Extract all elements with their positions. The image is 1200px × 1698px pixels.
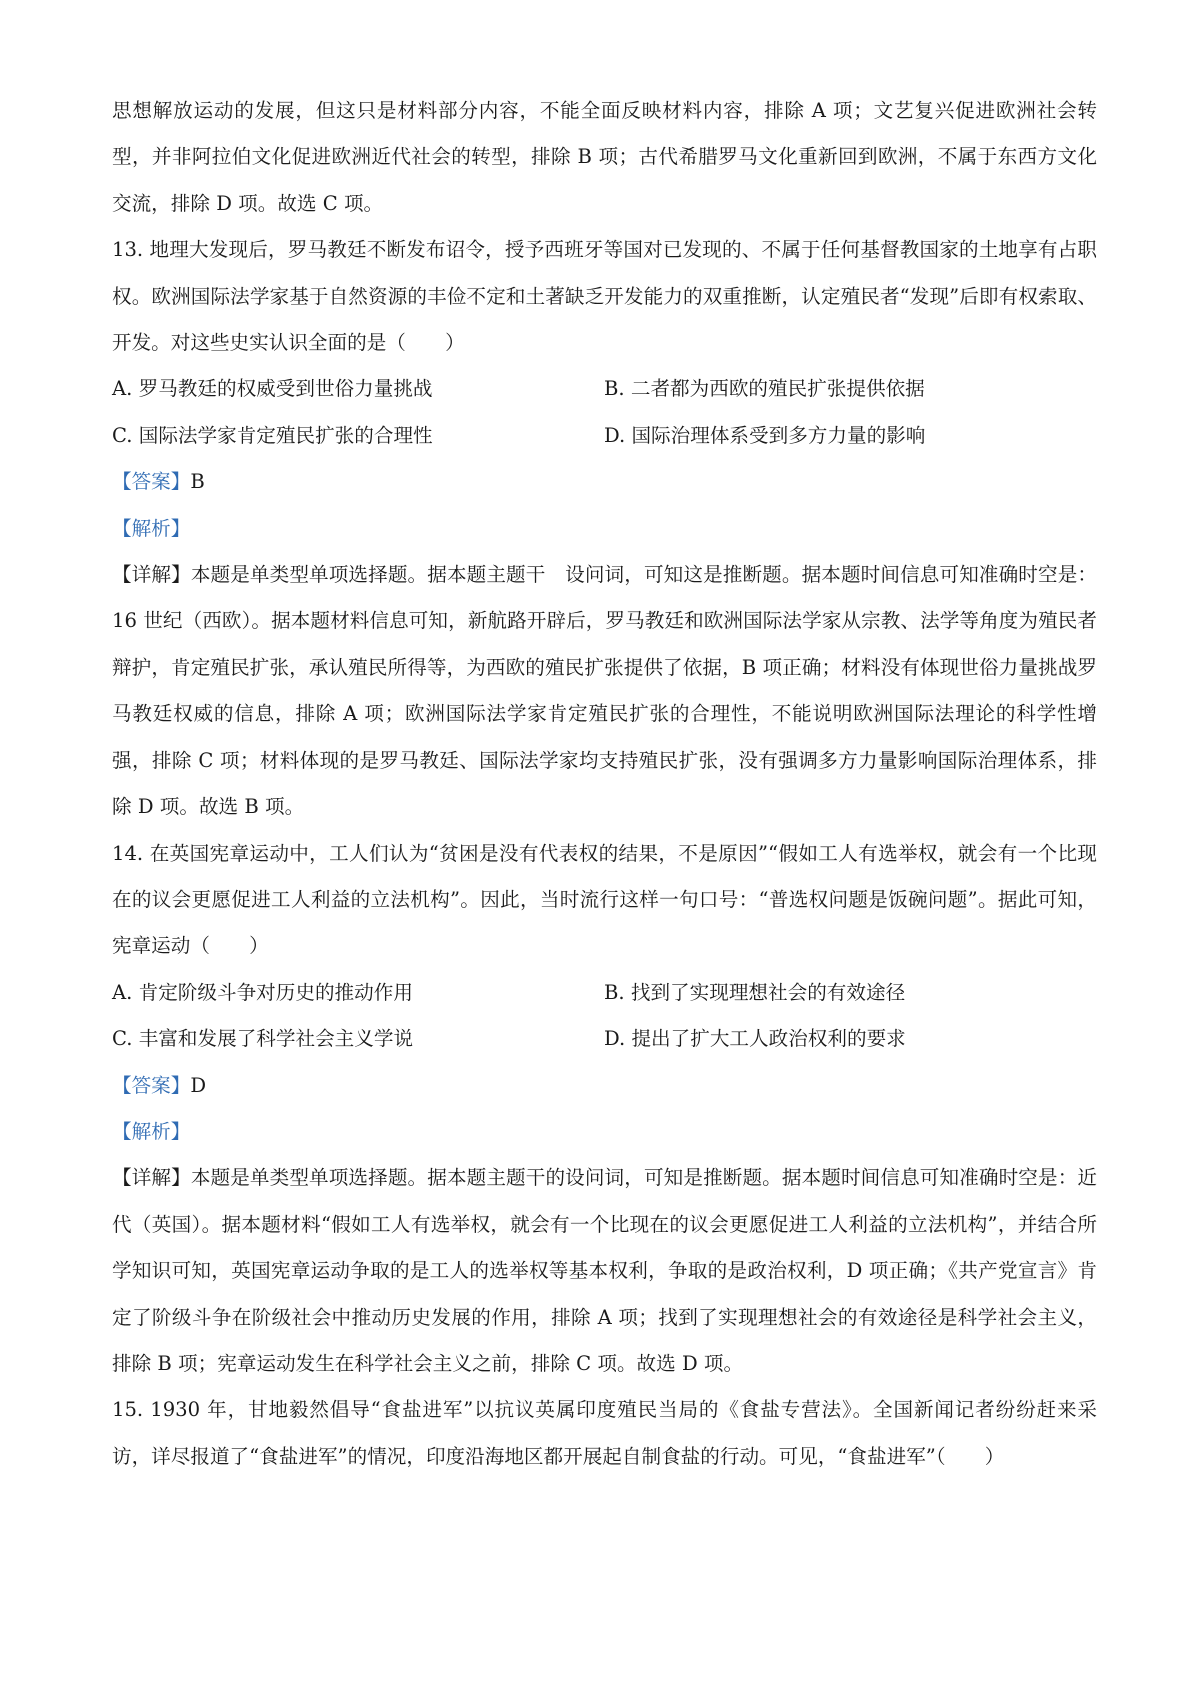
previous-explanation-tail: 思想解放运动的发展，但这只是材料部分内容，不能全面反映材料内容，排除 A 项；文艺复兴促进欧洲社会转型，并非阿拉伯文化促进欧洲近代社会的转型，排除 B 项；古代希腊罗马文化重新回到欧洲，不属于东西方文化交流，排除 D 项。故选 C 项。	[112, 99, 1097, 215]
question-14-option-a: A. 肯定阶级斗争对历史的推动作用	[112, 980, 413, 1004]
question-13-options-row-1	[112, 366, 1097, 412]
question-13-detail	[112, 552, 1097, 830]
answer-value: B	[190, 470, 205, 494]
question-13-options-row-2	[112, 413, 1097, 459]
question-14-option-d: D. 提出了扩大工人政治权利的要求	[604, 1027, 906, 1051]
question-14-detail	[112, 1155, 1097, 1387]
question-14-options-row-2	[112, 1016, 1097, 1062]
analysis-tag: 【解析】	[112, 516, 191, 540]
question-14-analysis-heading	[112, 1109, 1097, 1155]
document-page	[112, 88, 1097, 1480]
answer-value: D	[190, 1073, 207, 1097]
question-13-option-c: C. 国际法学家肯定殖民扩张的合理性	[112, 423, 433, 447]
question-14-stem: 14. 在英国宪章运动中，工人们认为“贫困是没有代表权的结果，不是原因”“假如工人有选举权，就会有一个比现在的议会更愿促进工人利益的立法机构”。因此，当时流行这样一句口号：“普选权问题是饭碗问题”。据此可知，宪章运动（ ）	[112, 841, 1097, 958]
question-14-option-b: B. 找到了实现理想社会的有效途径	[604, 980, 906, 1004]
detail-text: 本题是单类型单项选择题。据本题主题干 设问词，可知这是推断题。据本题时间信息可知准确时空是：16 世纪（西欧）。据本题材料信息可知，新航路开辟后，罗马教廷和欧洲国际法学家从宗教、法学等角度为殖民者辩护，肯定殖民扩张，承认殖民所得等，为西欧的殖民扩张提供了依据，B 项正确；材料没有体现世俗力量挑战罗马教廷权威的信息，排除 A 项；欧洲国际法学家肯定殖民扩张的合理性，不能说明欧洲国际法理论的科学性增强，排除 C 项；材料体现的是罗马教廷、国际法学家均支持殖民扩张，没有强调多方力量影响国际治理体系，排除 D 项。故选 B 项。	[112, 563, 1098, 819]
question-14-options-row-1	[112, 970, 1097, 1016]
question-14	[112, 831, 1097, 1388]
question-13-stem: 13. 地理大发现后，罗马教廷不断发布诏令，授予西班牙等国对已发现的、不属于任何基督教国家的土地享有占职权。欧洲国际法学家基于自然资源的丰俭不定和土著缺乏开发能力的双重推断，认定殖民者“发现”后即有权索取、开发。对这些史实认识全面的是（ ）	[112, 238, 1097, 355]
question-13-option-b: B. 二者都为西欧的殖民扩张提供依据	[604, 377, 925, 401]
question-13-option-d: D. 国际治理体系受到多方力量的影响	[604, 423, 926, 447]
analysis-tag: 【解析】	[112, 1119, 191, 1143]
question-13-option-a: A. 罗马教廷的权威受到世俗力量挑战	[112, 377, 433, 401]
answer-tag: 【答案】	[112, 1073, 191, 1097]
question-13-analysis-heading	[112, 506, 1097, 552]
answer-tag: 【答案】	[112, 470, 191, 494]
question-15-stem: 15. 1930 年，甘地毅然倡导“食盐进军”以抗议英属印度殖民当局的《食盐专营法》。全国新闻记者纷纷赶来采访，详尽报道了“食盐进军”的情况，印度沿海地区都开展起自制食盐的行动。可见，“食盐进军”（ ）	[112, 1398, 1097, 1468]
detail-tag: 【详解】	[112, 563, 191, 587]
question-13-answer	[112, 459, 1097, 505]
question-14-option-c: C. 丰富和发展了科学社会主义学说	[112, 1027, 414, 1051]
detail-text: 本题是单类型单项选择题。据本题主题干的设问词，可知是推断题。据本题时间信息可知准确时空是：近代（英国）。据本题材料“假如工人有选举权，就会有一个比现在的议会更愿促进工人利益的立法机构”，并结合所学知识可知，英国宪章运动争取的是工人的选举权等基本权利，争取的是政治权利，D 项正确；《共产党宣言》肯定了阶级斗争在阶级社会中推动历史发展的作用，排除 A 项；找到了实现理想社会的有效途径是科学社会主义，排除 B 项；宪章运动发生在科学社会主义之前，排除 C 项。故选 D 项。	[112, 1166, 1098, 1375]
question-13	[112, 227, 1097, 830]
question-15	[112, 1387, 1097, 1480]
detail-tag: 【详解】	[112, 1166, 191, 1190]
question-14-answer	[112, 1063, 1097, 1109]
